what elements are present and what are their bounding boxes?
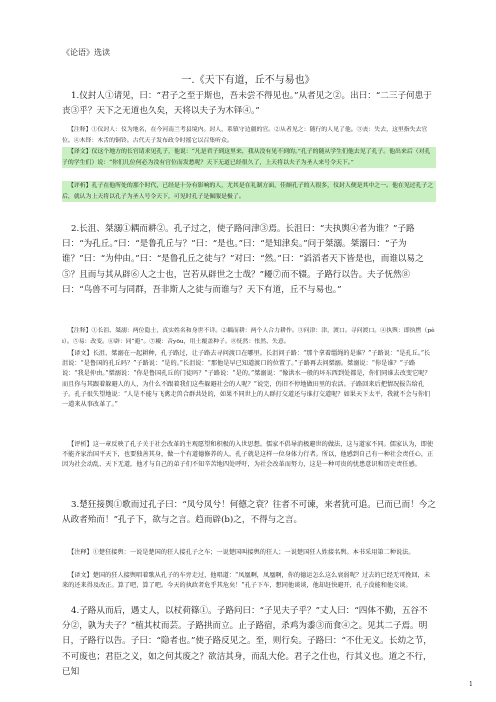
passage-4: 4.子路从而后，遇丈人，以杖荷篠①。子路问曰：“子见夫子乎？”丈人曰：“四体不勤，五谷不分②，孰为夫子？”植其杖而芸。子路拱而立。止子路宿，杀鸡为黍③而食④之。见其二子焉。明日，子路行以告。子曰：“隐者也。”使子路反见之。至，则行矣。子路曰：“不仕无义。长幼之节，不可废也；君臣之义，如之何其废之？欲洁其身，而乱大伦。君子之仕也，行其义也。道之不行，已知 [62,606,432,677]
passage-1-translation: 【译文】仪这个地方的长官请求见孔子，他说：“凡是君子到这里来，我从没有见不到的。”孔子的随从学生们他去见了孔子。他出来后（对孔子的学生们）说：“你们几位何必为没有官位而发愁呢？天下无道已经很久了，上天将以夫子为圣人来号令天下。” [62,147,436,168]
passage-1-commentary: 【评析】孔子在他所处的那个时代，已经是十分有影响的人，尤其是在礼制方面，佳颇孔子的人很多，仪封人便是其中之一。他在见过孔子之后，就认为上天将以孔子为圣人号令天下，可见时孔子是佩服是极了。 [62,181,436,202]
document-title: 《论语》选读 [62,48,110,57]
section-title: 一.《天下有道，丘不与易也》 [181,75,315,86]
passage-2-notes: 【注释】①长沮、桀溺：两位隐士，真实姓名和身世不详。②耦而耕：两个人合力耕作。③问津：津，渡口。寻问渡口。④执舆：即执辔（pèi）。⑤易：改变。⑥辟：同“避”。⑦耰：音yōu，用土覆盖种子。⑧怃然：怅然、失意。 [62,328,435,345]
page-number: 1 [469,681,473,688]
passage-2: 2.长沮、桀溺①耦而耕②。孔子过之，使子路问津③焉。长沮曰：“夫执舆④者为谁？”子路曰：“为孔丘。”曰：“是鲁孔丘与？”曰：“是也。”曰：“是知津矣。”问于桀溺。桀溺曰：“子为谁？”曰：“为仲由。”曰：“是鲁孔丘之徒与？”对曰：“然。”曰：“滔滔者天下皆是也，而谁以易之⑤？且而与其从辟⑥人之士也，岂若从辟世之士哉？”耰⑦而不辍。子路行以告。夫子怃然⑧曰：“鸟兽不可与同群，吾非斯人之徒与而谁与？天下有道，丘不与易也。” [62,224,424,295]
passage-3-translation: 【译文】楚国的狂人接舆唱着歌从孔子的车旁走过，他唱道：“凤凰啊，凤凰啊，你的德运怎么这么衰弱呢？过去的已经无可挽回，未来的还来得及改正。算了吧，算了吧。今天的执政者危乎其危矣！”孔子下车，想同他谈谈，他却赶快避开，孔子没能和他交谈。 [62,572,431,590]
passage-2-translation: 【译文】长沮、桀溺在一起耕种，孔子路过，让子路去寻问渡口在哪里。长沮问子路：“那个拿着缰绳的是谁？”子路说：“是孔丘。”长沮说：“是鲁国的孔丘吗？”子路说：“是的。”长沮说：“那他是早已知道渡口的位置了。”子路再去问桀溺。桀溺说：“你是谁？”子路说：“我是仲由。”桀溺说：“你是鲁国孔丘的门徒吗？”子路说：“是的。”桀溺说：“像洪水一般的坏东西到处都是，你们同谁去改变它呢？而且你与其跟着躲避人的人，为什么不跟着我们这些躲避社会的人呢？”说完，仍旧不停地做田里的农活。子路回来后把情况报告给孔子。孔子很失望地说：“人是不能与飞禽走兽合群共处的，如果不同世上的人群打交道还与谁打交道呢？如果天下太平，我就不会与你们一道来从事改革了。” [62,350,431,409]
passage-1: 1.仪封人①请见，曰：“君子之至于斯也，吾未尝不得见也。”从者见之②。出曰：“二三子何患于丧③乎？天下之无道也久矣，天将以夫子为木铎④。” [62,91,432,117]
passage-1-notes: 【注释】①仪封人：仪为地名，在今河南兰考县境内。封人，系镇守边疆的官。②从者见之：随行的人见了他。③丧：失去，这里指失去官位。④木铎：木舌的铜铃。古代天子发布政令时摇它以召集听众。 [62,127,428,144]
passage-3-notes: 【注释】①楚狂接舆：一说是楚国的狂人接孔子之车；一说楚国叫接舆的狂人；一说楚国狂人姓接名舆。本书采用第二种说法。 [68,549,415,556]
passage-2-commentary: 【评析】这一章反映了孔子关于社会改革的主观愿望和积极的入世思想。儒家不倡导消极避世的做法，这与道家不同。儒家认为，即使不能齐家治国平天下，也要独善其身，做一个有道德修养的人，孔子就是这样一位身体力行者。所以，他感到自己有一种社会责任心，正因为社会动乱、天下无道，他才与自己的弟子们不知辛苦地四处呼吁，为社会改革而努力，这是一种可贵的忧患意识和历史责任感。 [62,441,434,469]
passage-3: 3.楚狂接舆①歌而过孔子曰：“凤兮凤兮！何德之衰？往者不可谏，来者犹可追。已而已而！今之从政者殆而！”孔子下，欲与之言。趋而辟(b)之，不得与之言。 [62,500,436,526]
